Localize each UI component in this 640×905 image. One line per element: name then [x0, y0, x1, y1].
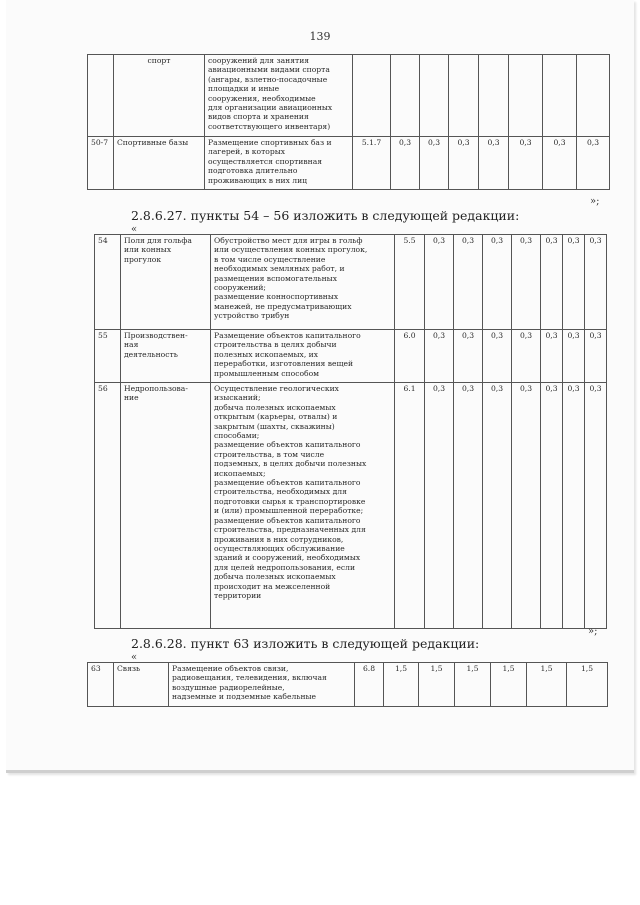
closing-quote-mark: »;	[590, 196, 600, 207]
row-id-cell	[88, 55, 114, 137]
table-sports	[87, 54, 610, 190]
value-cell: 0,3	[585, 235, 607, 330]
section-heading: 2.8.6.28. пункт 63 изложить в следующей редакции:	[131, 636, 480, 651]
table-row	[88, 663, 608, 707]
value-cell: 1,5	[491, 663, 527, 707]
row-id-cell: 56	[95, 383, 121, 629]
row-code-cell: 6.1	[395, 383, 425, 629]
row-code-cell: 5.1.7	[353, 137, 391, 190]
value-cell	[577, 55, 610, 137]
table-row	[88, 55, 610, 137]
value-cell: 0,3	[563, 235, 585, 330]
table-row	[95, 330, 607, 383]
value-cell	[449, 55, 479, 137]
row-name-cell: спорт	[114, 55, 205, 137]
opening-quote-mark: «	[131, 652, 138, 663]
row-id-cell: 63	[88, 663, 114, 707]
value-cell	[509, 55, 543, 137]
row-desc-cell: Обустройство мест для игры в гольф или осуществления конных прогулок, в том числе осуществление необходимых земляных работ, и размещения вспомогательных сооружений; размещение конноспортивных манежей, не предусматривающих устройство трибун	[211, 235, 395, 330]
value-cell: 0,3	[483, 330, 512, 383]
value-cell: 0,3	[425, 330, 454, 383]
row-code-cell	[353, 55, 391, 137]
row-desc-cell: сооружений для занятия авиационными видами спорта (ангары, взлетно-посадочные площадки и иные сооружения, необходимые для организации авиационных видов спорта и хранения соответствующего инвентаря)	[205, 55, 353, 137]
page-number: 139	[309, 30, 331, 43]
row-name-cell: Производствен- ная деятельность	[121, 330, 211, 383]
value-cell: 0,3	[483, 383, 512, 629]
row-name-cell: Поля для гольфа или конных прогулок	[121, 235, 211, 330]
closing-quote-mark: »;	[588, 626, 598, 637]
row-name-cell: Недропользова- ние	[121, 383, 211, 629]
value-cell: 0,3	[509, 137, 543, 190]
value-cell: 0,3	[483, 235, 512, 330]
value-cell: 0,3	[563, 330, 585, 383]
row-id-cell: 55	[95, 330, 121, 383]
value-cell: 1,5	[455, 663, 491, 707]
value-cell: 0,3	[425, 235, 454, 330]
table-land-use	[94, 234, 607, 629]
row-desc-cell: Осуществление геологических изысканий; добыча полезных ископаемых открытым (карьеры, отвалы) и закрытым (шахты, скважины) способами; размещение объектов капитального строительства, в том числе подземных, в целях добычи полезных ископаемых; размещение объектов капитального строительства, необходимых для подготовки сырья к транспортировке и (или) промышленной переработке; размещение объектов капитального строительства, предназначенных для проживания в них сотрудников, осуществляющих обслуживание зданий и сооружений, необходимых для целей недропользования, если добыча полезных ископаемых происходит на межселенной территории	[211, 383, 395, 629]
value-cell: 1,5	[419, 663, 455, 707]
row-id-cell: 54	[95, 235, 121, 330]
value-cell: 0,3	[543, 137, 577, 190]
row-name-cell: Спортивные базы	[114, 137, 205, 190]
row-name-cell: Связь	[114, 663, 169, 707]
value-cell: 0,3	[512, 330, 541, 383]
row-desc-cell: Размещение объектов связи, радиовещания, телевидения, включая воздушные радиорелейные, надземные и подземные кабельные	[169, 663, 355, 707]
value-cell: 1,5	[384, 663, 419, 707]
row-id-cell: 50-7	[88, 137, 114, 190]
table-row	[95, 383, 607, 629]
row-code-cell: 6.0	[395, 330, 425, 383]
value-cell: 0,3	[479, 137, 509, 190]
value-cell: 1,5	[527, 663, 567, 707]
value-cell: 0,3	[425, 383, 454, 629]
value-cell: 0,3	[541, 330, 563, 383]
value-cell: 0,3	[585, 383, 607, 629]
value-cell: 0,3	[391, 137, 420, 190]
table-communications	[87, 662, 608, 707]
value-cell	[420, 55, 449, 137]
value-cell: 0,3	[541, 383, 563, 629]
value-cell: 0,3	[541, 235, 563, 330]
value-cell: 0,3	[577, 137, 610, 190]
value-cell: 0,3	[563, 383, 585, 629]
row-code-cell: 6.8	[355, 663, 384, 707]
opening-quote-mark: «	[131, 224, 138, 235]
value-cell: 0,3	[449, 137, 479, 190]
row-desc-cell: Размещение объектов капитального строительства в целях добычи полезных ископаемых, их переработки, изготовления вещей промышленным способом	[211, 330, 395, 383]
section-heading: 2.8.6.27. пункты 54 – 56 изложить в следующей редакции:	[131, 208, 520, 223]
value-cell: 0,3	[585, 330, 607, 383]
value-cell: 1,5	[567, 663, 608, 707]
row-code-cell: 5.5	[395, 235, 425, 330]
value-cell: 0,3	[454, 330, 483, 383]
value-cell	[391, 55, 420, 137]
value-cell: 0,3	[512, 235, 541, 330]
value-cell: 0,3	[454, 235, 483, 330]
value-cell: 0,3	[512, 383, 541, 629]
value-cell	[479, 55, 509, 137]
table-row	[95, 235, 607, 330]
table-row	[88, 137, 610, 190]
value-cell: 0,3	[454, 383, 483, 629]
value-cell	[543, 55, 577, 137]
row-desc-cell: Размещение спортивных баз и лагерей, в которых осуществляется спортивная подготовка длительно проживающих в них лиц	[205, 137, 353, 190]
value-cell: 0,3	[420, 137, 449, 190]
